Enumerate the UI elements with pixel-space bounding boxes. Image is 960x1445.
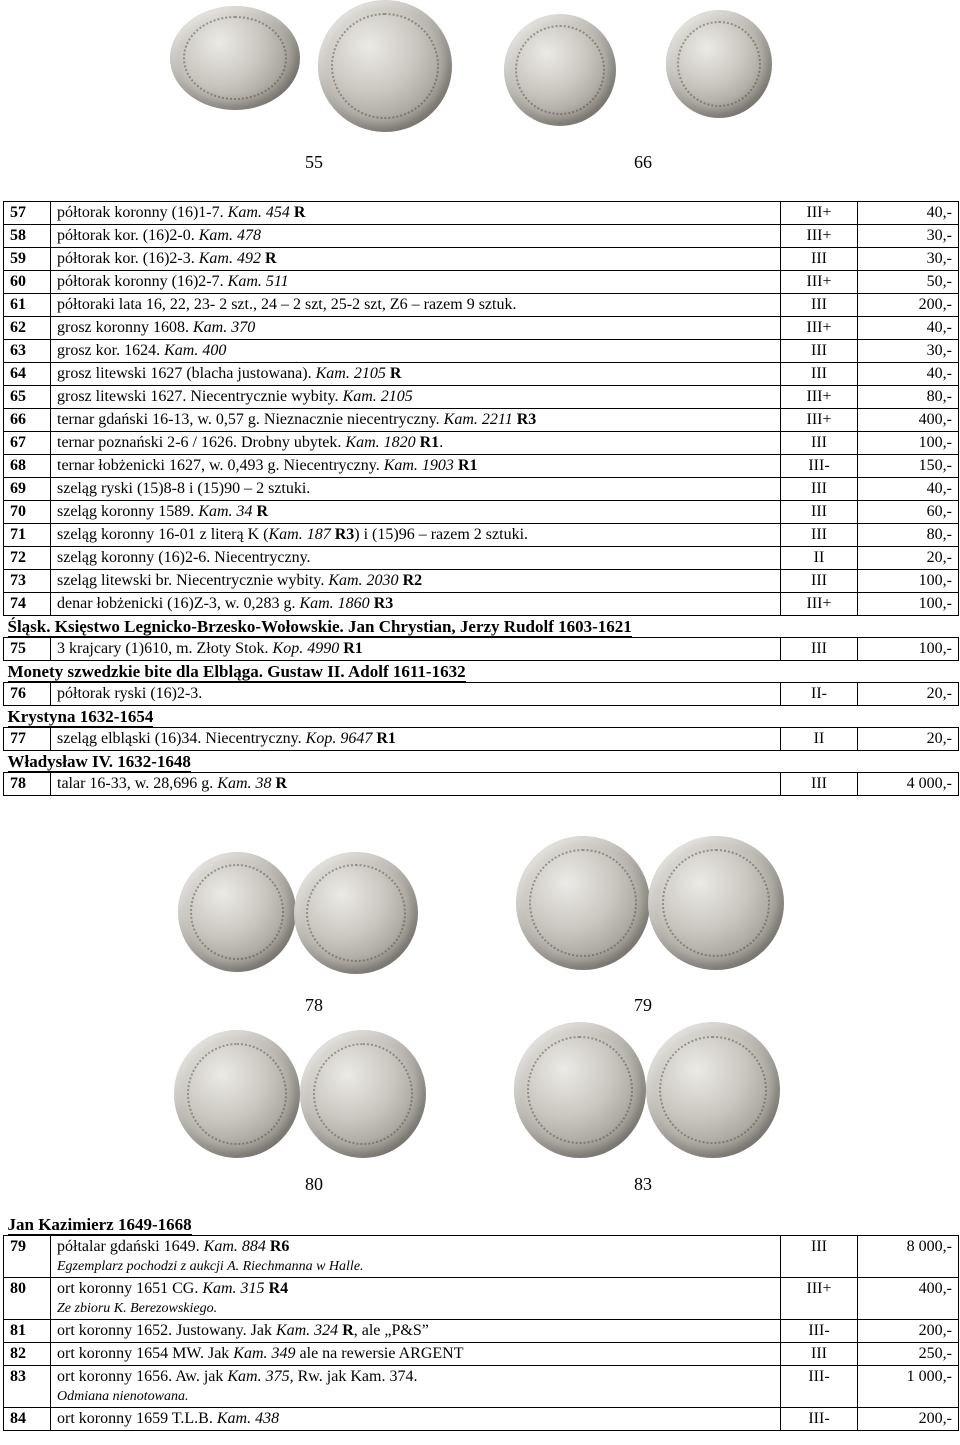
lot-price: 1 000,- <box>858 1366 959 1408</box>
lot-grade: II <box>781 728 858 751</box>
lot-description <box>51 432 781 455</box>
lot-description <box>51 340 781 363</box>
lot-row-75 <box>4 638 959 661</box>
lot-number: 77 <box>4 728 51 751</box>
lot-grade: III <box>781 294 858 317</box>
lot-description <box>51 1236 781 1278</box>
lot-price: 50,- <box>858 271 959 294</box>
lot-text: półtalar gdański 1649. <box>57 1238 204 1255</box>
rarity-mark: R1 <box>339 640 363 657</box>
lot-text: grosz kor. 1624. <box>57 342 165 359</box>
coin-caption-78: 78 <box>305 995 323 1015</box>
lot-text: talar 16-33, w. 28,696 g. <box>57 775 218 792</box>
lot-text: półtoraki lata 16, 22, 23- 2 szt., 24 – 2 szt, 25-2 szt, Z6 – razem 9 sztuk. <box>57 296 517 313</box>
rarity-mark: R <box>271 775 288 792</box>
lot-text: ort koronny 1651 CG. <box>57 1280 203 1297</box>
lot-text: grosz koronny 1608. <box>57 319 193 336</box>
lot-number: 63 <box>4 340 51 363</box>
rarity-mark: R1 <box>453 457 478 474</box>
lot-number: 68 <box>4 455 51 478</box>
lot-price: 100,- <box>858 570 959 593</box>
lot-description <box>51 638 781 661</box>
coin-caption-55: 55 <box>305 152 323 172</box>
section-heading-sweden-cell <box>4 661 959 683</box>
lot-number: 65 <box>4 386 51 409</box>
section-heading-jan-kazimierz-title: Jan Kazimierz 1649-1668 <box>7 1215 192 1234</box>
lot-price: 150,- <box>858 455 959 478</box>
lot-description <box>51 1278 781 1320</box>
lot-price: 100,- <box>858 638 959 661</box>
lot-description <box>51 524 781 547</box>
lot-row-74 <box>4 593 959 616</box>
lot-grade: III+ <box>781 386 858 409</box>
lot-price: 40,- <box>858 202 959 225</box>
lot-text: szeląg koronny (16)2-6. Niecentryczny. <box>57 549 311 566</box>
section-heading-sweden-title: Monety szwedzkie bite dla Elbląga. Gustaw II. Adolf 1611-1632 <box>7 662 466 681</box>
lot-description <box>51 570 781 593</box>
catalogue-ref: Kam. 492 <box>198 250 261 267</box>
lot-row-79 <box>4 1236 959 1278</box>
lot-row-84 <box>4 1408 959 1431</box>
lot-number: 82 <box>4 1343 51 1366</box>
coin-80-reverse-image <box>300 1030 426 1158</box>
lot-description <box>51 363 781 386</box>
lot-description <box>51 202 781 225</box>
coin-caption-83: 83 <box>634 1174 652 1194</box>
rarity-mark: R3 <box>330 526 355 543</box>
lot-text: 3 krajcary (1)610, m. Złoty Stok. <box>57 640 273 657</box>
lot-text: ternar gdański 16-13, w. 0,57 g. Nieznacznie niecentryczny. <box>57 411 444 428</box>
lot-description <box>51 683 781 706</box>
lot-row-66 <box>4 409 959 432</box>
lot-number: 72 <box>4 547 51 570</box>
lot-number: 79 <box>4 1236 51 1278</box>
lot-grade: III <box>781 1343 858 1366</box>
rarity-mark: R <box>338 1322 354 1339</box>
section-heading-krystyna-title: Krystyna 1632-1654 <box>7 707 154 726</box>
lot-text: denar łobżenicki (16)Z-3, w. 0,283 g. <box>57 595 300 612</box>
lot-row-65 <box>4 386 959 409</box>
lot-text: szeląg ryski (15)8-8 i (15)90 – 2 sztuki. <box>57 480 311 497</box>
lot-description <box>51 409 781 432</box>
lot-number: 75 <box>4 638 51 661</box>
coin-83-obverse-image <box>514 1022 646 1158</box>
coin-55-reverse-image <box>318 0 452 132</box>
catalogue-ref: Kam. 324 <box>275 1322 339 1339</box>
provenance-note: Ze zbioru K. Berezowskiego. <box>57 1301 218 1316</box>
coin-79-obverse-image <box>516 836 650 970</box>
lot-row-62 <box>4 317 959 340</box>
lot-price: 100,- <box>858 432 959 455</box>
rarity-mark: R3 <box>512 411 537 428</box>
catalogue-ref: Kam. 349 <box>233 1345 296 1362</box>
lot-price: 30,- <box>858 248 959 271</box>
lot-grade: III <box>781 638 858 661</box>
lot-text: półtorak kor. (16)2-0. <box>57 227 199 244</box>
lot-description <box>51 386 781 409</box>
lot-text: półtorak koronny (16)2-7. <box>57 273 228 290</box>
lot-grade: III- <box>781 455 858 478</box>
lot-grade: III+ <box>781 225 858 248</box>
lot-row-82 <box>4 1343 959 1366</box>
section-heading-silesia-title: Śląsk. Księstwo Legnicko-Brzesko-Wołowskie. Jan Chrystian, Jerzy Rudolf 1603-1621 <box>7 617 632 636</box>
lot-description <box>51 248 781 271</box>
lot-row-64 <box>4 363 959 386</box>
coin-83-reverse-image <box>646 1022 780 1158</box>
lot-grade: III+ <box>781 317 858 340</box>
lot-grade: III <box>781 478 858 501</box>
lot-text: półtorak ryski (16)2-3. <box>57 685 203 702</box>
lot-text: półtorak kor. (16)2-3. <box>57 250 199 267</box>
section-heading-silesia <box>4 616 959 638</box>
lot-text: szeląg koronny 16-01 z literą K ( <box>57 526 269 543</box>
catalogue-ref: Kam. 438 <box>216 1410 280 1427</box>
coin-79-reverse-image <box>648 836 784 970</box>
lot-price: 20,- <box>858 728 959 751</box>
lot-number: 58 <box>4 225 51 248</box>
lot-description <box>51 317 781 340</box>
lot-row-73 <box>4 570 959 593</box>
coin-66-reverse-image <box>666 10 772 118</box>
lot-number: 84 <box>4 1408 51 1431</box>
lot-price: 100,- <box>858 593 959 616</box>
lot-number: 81 <box>4 1320 51 1343</box>
lot-description <box>51 728 781 751</box>
lot-row-71 <box>4 524 959 547</box>
catalogue-ref: Kam. 2105 <box>315 365 386 382</box>
lot-text-tail: . <box>439 434 444 451</box>
lot-grade: III+ <box>781 271 858 294</box>
lot-grade: III <box>781 363 858 386</box>
lot-number: 60 <box>4 271 51 294</box>
section-heading-jan-kazimierz-cell <box>4 1214 959 1236</box>
lot-grade: III <box>781 432 858 455</box>
lot-grade: III <box>781 1236 858 1278</box>
lot-text-tail: ale na rewersie ARGENT <box>295 1345 464 1362</box>
lot-grade: III- <box>781 1366 858 1408</box>
catalogue-ref: Kam. 1820 <box>345 434 416 451</box>
lot-grade: III <box>781 570 858 593</box>
catalogue-ref: Kam. 400 <box>164 342 227 359</box>
lot-number: 59 <box>4 248 51 271</box>
lot-number: 83 <box>4 1366 51 1408</box>
lot-description <box>51 478 781 501</box>
lot-grade: III+ <box>781 202 858 225</box>
lot-row-63 <box>4 340 959 363</box>
coin-78-obverse-image <box>178 852 296 972</box>
catalogue-ref: Kam. 2211 <box>443 411 513 428</box>
lot-description <box>51 1366 781 1408</box>
lot-price: 20,- <box>858 683 959 706</box>
lot-row-60 <box>4 271 959 294</box>
lot-grade: III+ <box>781 593 858 616</box>
provenance-note: Odmiana nienotowana. <box>57 1389 189 1404</box>
lot-row-76 <box>4 683 959 706</box>
section-heading-wladyslaw <box>4 751 959 773</box>
lot-price: 400,- <box>858 409 959 432</box>
lot-price: 200,- <box>858 294 959 317</box>
lot-grade: III- <box>781 1408 858 1431</box>
lot-text-tail: , ale „P&S” <box>353 1322 429 1339</box>
rarity-mark: R1 <box>415 434 440 451</box>
lot-row-77 <box>4 728 959 751</box>
lot-price: 200,- <box>858 1408 959 1431</box>
lot-row-68 <box>4 455 959 478</box>
lot-text-tail: Rw. jak Kam. 374. <box>293 1368 418 1385</box>
lot-description <box>51 593 781 616</box>
catalogue-ref: Kam. 1860 <box>299 595 370 612</box>
lot-grade: II <box>781 547 858 570</box>
lot-grade: III- <box>781 1320 858 1343</box>
lot-price: 30,- <box>858 225 959 248</box>
catalogue-ref: Kop. 9647 <box>305 730 373 747</box>
lot-number: 69 <box>4 478 51 501</box>
lot-price: 40,- <box>858 478 959 501</box>
lot-text: szeląg elbląski (16)34. Niecentryczny. <box>57 730 306 747</box>
lot-number: 74 <box>4 593 51 616</box>
lot-row-83 <box>4 1366 959 1408</box>
lot-text: grosz litewski 1627 (blacha justowana). <box>57 365 316 382</box>
lot-row-59 <box>4 248 959 271</box>
section-heading-krystyna <box>4 706 959 728</box>
provenance-note: Egzemplarz pochodzi z aukcji A. Riechmanna w Halle. <box>57 1259 364 1274</box>
lot-text: ort koronny 1652. Justowany. Jak <box>57 1322 276 1339</box>
lot-text-tail: ) i (15)96 – razem 2 sztuki. <box>354 526 529 543</box>
catalogue-ref: Kam. 478 <box>198 227 261 244</box>
coin-80-obverse-image <box>174 1030 300 1158</box>
lot-row-58 <box>4 225 959 248</box>
lot-description <box>51 547 781 570</box>
catalogue-ref: Kam. 375, <box>227 1368 294 1385</box>
lot-row-70 <box>4 501 959 524</box>
lot-grade: III+ <box>781 409 858 432</box>
lot-grade: III <box>781 773 858 796</box>
lot-number: 80 <box>4 1278 51 1320</box>
lot-grade: II- <box>781 683 858 706</box>
lot-number: 66 <box>4 409 51 432</box>
lot-price: 20,- <box>858 547 959 570</box>
section-heading-jan-kazimierz <box>4 1214 959 1236</box>
coin-caption-79: 79 <box>634 995 652 1015</box>
lot-grade: III <box>781 501 858 524</box>
section-heading-krystyna-cell <box>4 706 959 728</box>
lot-number: 76 <box>4 683 51 706</box>
catalogue-ref: Kam. 34 <box>198 503 253 520</box>
lot-grade: III <box>781 340 858 363</box>
lot-description <box>51 1343 781 1366</box>
lot-row-81 <box>4 1320 959 1343</box>
rarity-mark: R <box>385 365 402 382</box>
lot-text: ort koronny 1659 T.L.B. <box>57 1410 217 1427</box>
catalogue-ref: Kam. 2105 <box>342 388 413 405</box>
catalogue-ref: Kam. 1903 <box>383 457 454 474</box>
lot-description <box>51 225 781 248</box>
lot-row-69 <box>4 478 959 501</box>
lot-price: 400,- <box>858 1278 959 1320</box>
lot-number: 62 <box>4 317 51 340</box>
lot-number: 73 <box>4 570 51 593</box>
lots-table-upper <box>3 201 959 796</box>
lot-row-80 <box>4 1278 959 1320</box>
catalogue-ref: Kam. 884 <box>203 1238 266 1255</box>
lot-description <box>51 773 781 796</box>
lots-table-lower <box>3 1214 959 1431</box>
lot-grade: III <box>781 248 858 271</box>
lot-grade: III <box>781 524 858 547</box>
lot-number: 70 <box>4 501 51 524</box>
coin-caption-80: 80 <box>305 1174 323 1194</box>
lot-description <box>51 271 781 294</box>
lot-number: 67 <box>4 432 51 455</box>
lot-price: 30,- <box>858 340 959 363</box>
lot-number: 71 <box>4 524 51 547</box>
lot-description <box>51 501 781 524</box>
catalogue-ref: Kam. 511 <box>227 273 289 290</box>
lot-row-67 <box>4 432 959 455</box>
lot-row-78 <box>4 773 959 796</box>
lot-price: 8 000,- <box>858 1236 959 1278</box>
lot-text: półtorak koronny (16)1-7. <box>57 204 228 221</box>
rarity-mark: R6 <box>265 1238 290 1255</box>
lot-text: szeląg litewski br. Niecentrycznie wybity. <box>57 572 329 589</box>
lot-price: 40,- <box>858 363 959 386</box>
lot-row-72 <box>4 547 959 570</box>
catalogue-ref: Kam. 315 <box>202 1280 265 1297</box>
lot-text: ort koronny 1654 MW. Jak <box>57 1345 234 1362</box>
lot-price: 250,- <box>858 1343 959 1366</box>
lot-text: szeląg koronny 1589. <box>57 503 199 520</box>
rarity-mark: R <box>260 250 277 267</box>
rarity-mark: R <box>252 503 269 520</box>
rarity-mark: R1 <box>372 730 396 747</box>
catalogue-ref: Kam. 2030 <box>328 572 399 589</box>
lot-number: 78 <box>4 773 51 796</box>
lot-number: 64 <box>4 363 51 386</box>
lot-price: 200,- <box>858 1320 959 1343</box>
section-heading-wladyslaw-cell <box>4 751 959 773</box>
catalogue-ref: Kop. 4990 <box>272 640 340 657</box>
rarity-mark: R4 <box>264 1280 289 1297</box>
coin-55-obverse-image <box>170 6 300 110</box>
lot-price: 4 000,- <box>858 773 959 796</box>
catalogue-ref: Kam. 370 <box>192 319 256 336</box>
lot-description <box>51 1320 781 1343</box>
lot-text: ort koronny 1656. Aw. jak <box>57 1368 228 1385</box>
section-heading-wladyslaw-title: Władysław IV. 1632-1648 <box>7 752 191 771</box>
lot-price: 60,- <box>858 501 959 524</box>
lot-number: 61 <box>4 294 51 317</box>
lot-description <box>51 455 781 478</box>
section-heading-silesia-cell <box>4 616 959 638</box>
lot-description <box>51 1408 781 1431</box>
catalogue-ref: Kam. 454 <box>227 204 290 221</box>
coin-66-obverse-image <box>504 14 616 126</box>
lot-price: 80,- <box>858 524 959 547</box>
lot-number: 57 <box>4 202 51 225</box>
lot-text: ternar łobżenicki 1627, w. 0,493 g. Niecentryczny. <box>57 457 384 474</box>
lot-text: ternar poznański 2-6 / 1626. Drobny ubytek. <box>57 434 346 451</box>
catalogue-ref: Kam. 187 <box>268 526 331 543</box>
coin-caption-66: 66 <box>634 152 652 172</box>
lot-price: 80,- <box>858 386 959 409</box>
coin-78-reverse-image <box>294 852 418 974</box>
rarity-mark: R3 <box>369 595 394 612</box>
section-heading-sweden <box>4 661 959 683</box>
rarity-mark: R2 <box>398 572 423 589</box>
catalogue-ref: Kam. 38 <box>217 775 272 792</box>
lot-grade: III+ <box>781 1278 858 1320</box>
lot-row-57 <box>4 202 959 225</box>
lot-description <box>51 294 781 317</box>
lot-row-61 <box>4 294 959 317</box>
lot-price: 40,- <box>858 317 959 340</box>
rarity-mark: R <box>289 204 306 221</box>
lot-text: grosz litewski 1627. Niecentrycznie wybity. <box>57 388 343 405</box>
